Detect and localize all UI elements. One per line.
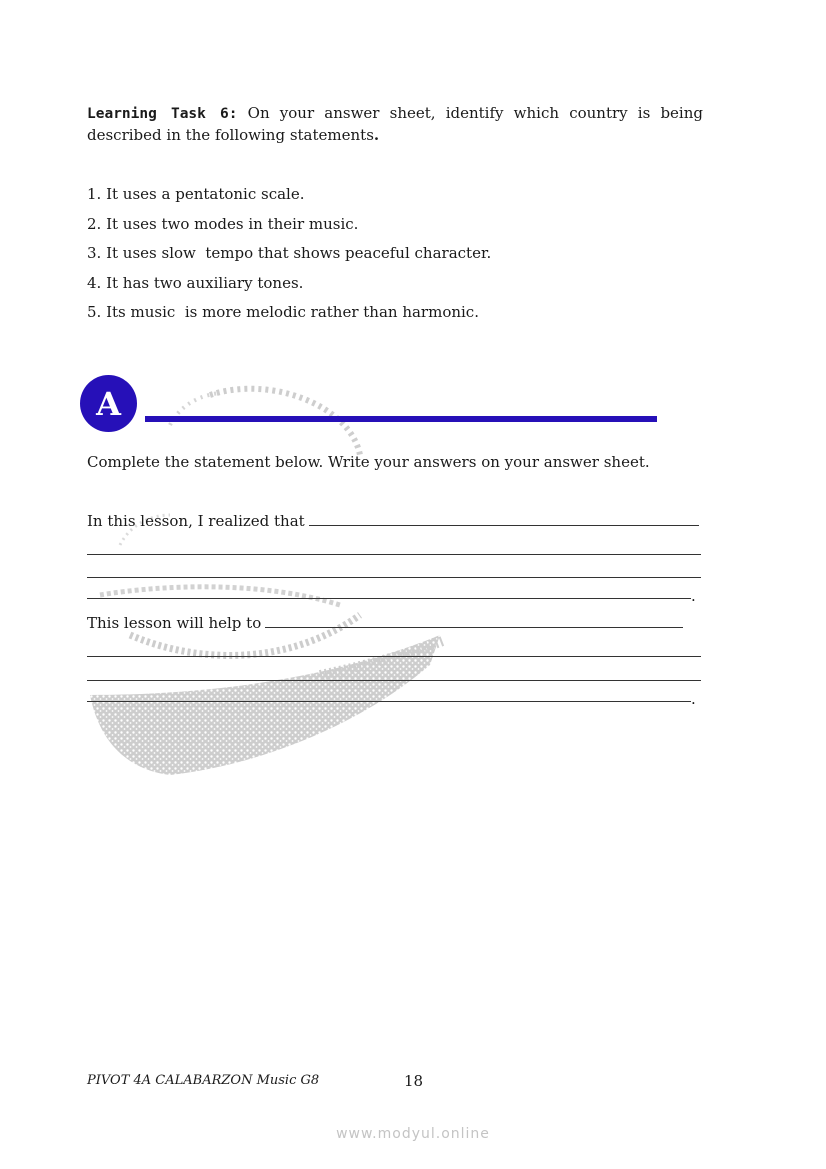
statement-list: [87, 184, 491, 332]
answer-line[interactable]: [87, 680, 701, 681]
site-watermark: www.modyul.online: [336, 1126, 490, 1142]
answer-line[interactable]: [87, 577, 701, 578]
prompt-realized: [87, 511, 699, 531]
section-badge-a: [80, 375, 137, 432]
page-number: 18: [404, 1072, 424, 1090]
prompt-help: [87, 613, 683, 633]
footer-title: PIVOT 4A CALABARZON Music G8: [87, 1073, 320, 1088]
learning-task-period: .: [373, 126, 380, 144]
statement-item: 5. Its music is more melodic rather than harmonic.: [87, 303, 479, 322]
section-divider-bar: [145, 416, 657, 422]
statement-item: 3. It uses slow tempo that shows peaceful character.: [87, 244, 492, 263]
statement-item: 4. It has two auxiliary tones.: [87, 273, 304, 292]
statement-item: 1. It uses a pentatonic scale.: [87, 185, 305, 203]
section-badge-letter: A: [96, 384, 121, 423]
statement-item: 2. It uses two modes in their music.: [87, 214, 359, 233]
answer-line[interactable]: [87, 598, 691, 599]
learning-task-label: Learning Task 6:: [87, 106, 238, 122]
line-end-period: .: [691, 690, 696, 708]
instruction-text: Complete the statement below. Write your answers on your answer sheet.: [87, 453, 650, 471]
answer-line[interactable]: [87, 701, 691, 702]
learning-task-text: On your answer sheet, identify which country is being described in the following statements: [87, 104, 703, 144]
line-end-period: .: [691, 587, 696, 605]
answer-line[interactable]: [87, 656, 701, 657]
answer-line[interactable]: [87, 554, 701, 555]
prompt-realized-label: In this lesson, I realized that: [87, 512, 305, 530]
learning-task-heading: [87, 103, 703, 146]
answer-blank[interactable]: [265, 613, 683, 628]
answer-blank[interactable]: [309, 511, 699, 526]
prompt-help-label: This lesson will help to: [87, 614, 262, 632]
